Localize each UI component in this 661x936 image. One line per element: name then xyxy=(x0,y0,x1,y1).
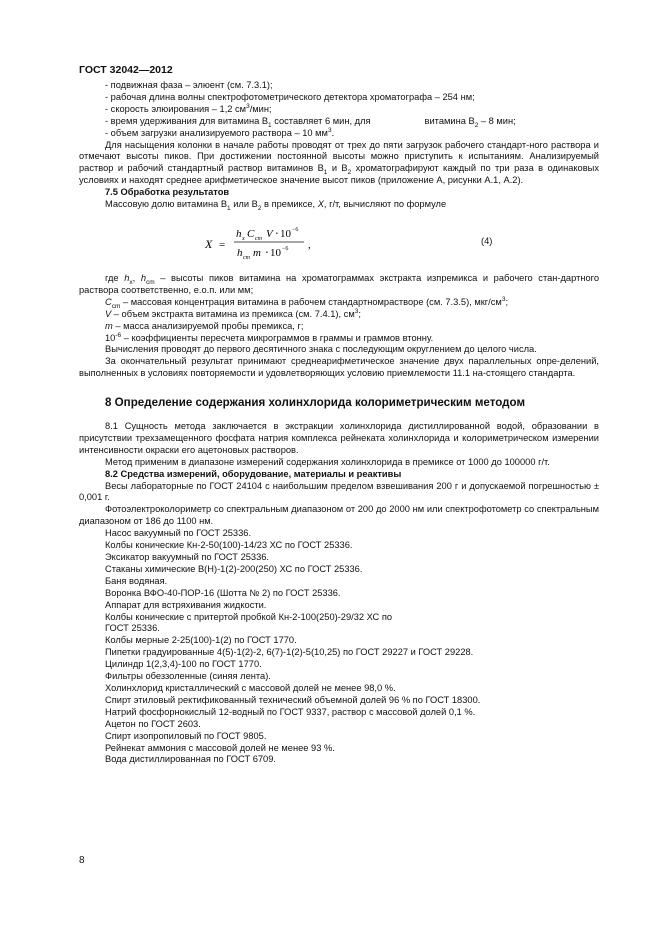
formula-den-h: h xyxy=(237,246,243,259)
formula-den-mult: ⋅ xyxy=(265,246,269,259)
section-7-5-heading: 7.5 Обработка результатов xyxy=(105,187,230,198)
list-item: Воронка ВФО-40-ПОР-16 (Шотта № 2) по ГОСТ 25336. xyxy=(105,587,341,598)
section-8-1-paragraph: 8.1 Сущность метода заключается в экстракции холинхлорида дистиллированной водой, образовании в присутствии трехзамещенного фосфата натрия комплекса рейнеката холинхлорида и колориметрическом измерении интенсивности окраски его ацетоновых растворов. xyxy=(79,421,599,455)
document-header: ГОСТ 32042—2012 xyxy=(79,64,173,76)
page-content xyxy=(79,80,599,766)
formula-num-h-sub: x xyxy=(242,235,245,242)
list-item: - объем загрузки анализируемого раствора – 10 $мм^3$. xyxy=(105,126,335,138)
list-item: Вода дистиллированная по ГОСТ 6709. xyxy=(105,754,276,765)
section-8-2-heading: 8.2 Средства измерений, оборудование, материалы и реактивы xyxy=(105,468,402,479)
list-item: Насос вакуумный по ГОСТ 25336. xyxy=(105,528,252,539)
equipment-paragraph: Фотоэлектроколориметр со спектральным диапазоном от 200 до 2000 нм или спектрофотометр со спектральным диапазоном от 186 до 1100 нм. xyxy=(79,504,599,527)
list-item: - скорость элюирования – 1,2 $см^3$/мин; xyxy=(105,102,272,114)
formula-num-v: V xyxy=(266,227,273,240)
calc-paragraph: Вычисления проводят до первого десятичного знака с последующим округлением до целого числа. xyxy=(105,344,537,355)
formula-den-m: m xyxy=(253,246,261,259)
formula-lhs: X xyxy=(205,236,213,251)
list-item: Эксикатор вакуумный по ГОСТ 25336. xyxy=(105,552,269,562)
list-item: Холинхлорид кристаллический с массовой долей не менее 98,0 %. xyxy=(105,682,396,693)
formula-num-h: h xyxy=(236,227,242,240)
formula-graphic xyxy=(203,221,353,265)
list-item: Колбы конические Кн-2-50(100)-14/23 ХС по ГОСТ 25336. xyxy=(105,540,353,551)
where-line: $10^{-6}$ – коэффициенты пересчета микрограммов в граммы и граммов втонну. xyxy=(105,331,434,343)
section-8-heading: 8 Определение содержания холинхлорида колориметрическим методом xyxy=(105,396,526,410)
formula-den-ten: 10 xyxy=(270,246,281,259)
list-item: Спирт этиловый ректификованный технический объемной долей 96 % по ГОСТ 18300. xyxy=(105,694,481,705)
formula-den-h-sub: cm xyxy=(243,254,250,261)
equipment-paragraph: Весы лабораторные по ГОСТ 24104 с наибольшим пределом взвешивания 200 г и допускаемой погрешностью ± 0,001 г. xyxy=(79,480,599,503)
formula-equals: = xyxy=(219,238,226,251)
saturation-paragraph: Для насыщения колонки в начале работы проводят от трех до пяти загрузок рабочего стандарт-ного раствора и отмечают высоты пиков. При достижении постоянной высоты можно приступить к испытаниям. Анализируемый раствор и рабочий стандартный раствор витаминов $B_1$ и $B_2$ хроматографируют каждый по три раза в одинаковых условиях и находят среднее арифметическое значение высот пиков (приложение А, рисунки А.1, А.2). xyxy=(79,139,599,186)
formula-comma: , xyxy=(308,238,311,251)
list-item: Ацетон по ГОСТ 2603. xyxy=(105,718,201,729)
list-item: - подвижная фаза – элюент (см. 7.3.1); xyxy=(105,80,273,90)
list-item: Натрий фосфорнокислый 12-водный по ГОСТ 9337, раствор с массовой долей 0,1 %. xyxy=(105,706,476,717)
formula-4 xyxy=(79,221,599,265)
formula-num-mult: ⋅ xyxy=(275,227,279,240)
section-7-5-intro: Массовую долю витамина $B_1$ или $B_2$ в премиксе, X, г/т, вычисляют по формуле xyxy=(105,199,447,212)
formula-den-exp: −6 xyxy=(282,245,289,252)
section-8-1-range: Метод применим в диапазоне измерений содержания холинхлорида в премиксе от 1000 до 100000 г/т. xyxy=(105,456,550,467)
formula-num-c-sub: cm xyxy=(255,235,262,242)
where-line: где $h_x$, $h_{cm}$ – высоты пиков витамина на хроматограммах экстракта изпремикса и рабочего стан-дартного раствора соответственно, е.о.п. или мм; xyxy=(79,272,599,295)
equipment-list xyxy=(79,528,599,766)
list-item: Пипетки градуированные 4(5)-1(2)-2, 6(7)-1(2)-5(10,25) по ГОСТ 29227 и ГОСТ 29228. xyxy=(105,647,474,658)
where-line: $C_{cm}$ – массовая концентрация витамина в рабочем стандартномрастворе (см. 7.3.5), мкг/$см^3$; xyxy=(105,295,509,310)
list-item: Спирт изопропиловый по ГОСТ 9805. xyxy=(105,730,267,741)
formula-num-c: C xyxy=(247,227,255,240)
list-item: Аппарат для встряхивания жидкости. xyxy=(105,599,267,610)
formula-number: (4) xyxy=(481,235,493,246)
formula-num-exp: −6 xyxy=(292,226,299,233)
list-item: Стаканы химические В(Н)-1(2)-200(250) ХС по ГОСТ 25336. xyxy=(105,563,363,574)
list-item: Рейнекат аммония с массовой долей не менее 93 %. xyxy=(105,742,335,753)
list-item: Фильтры обеззоленные (синяя лента). xyxy=(105,671,271,682)
where-line: V – объем экстракта витамина из премикса (см. 7.4.1), $см^3$; xyxy=(105,307,361,319)
list-item: Колбы мерные 2-25(100)-1(2) по ГОСТ 1770. xyxy=(105,635,297,646)
calc-paragraph: За окончательный результат принимают среднеарифметическое значение двух параллельных опре-делений, выполненных в условиях повторяемости и удовлетворяющих условию приемлемости 11.1 на-стоящего стандарта. xyxy=(79,356,599,379)
where-line: m – масса анализируемой пробы премикса, г; xyxy=(105,320,304,331)
list-item: ГОСТ 25336. xyxy=(105,623,160,634)
hplc-conditions-list xyxy=(79,80,599,140)
list-item: Баня водяная. xyxy=(105,575,168,586)
list-item: Колбы конические с притертой пробкой Кн-2-100(250)-29/32 ХС по xyxy=(105,611,393,622)
list-item: Цилиндр 1(2,3,4)-100 по ГОСТ 1770. xyxy=(105,659,262,670)
list-item: - время удерживания для витамина $B_1$ составляет 6 мин, для витамина $B_2 - 8$ мин; xyxy=(105,115,516,129)
list-item: - рабочая длина волны спектрофотометрического детектора хроматографа – 254 нм; xyxy=(105,91,475,102)
page-number: 8 xyxy=(79,855,85,866)
formula-num-ten: 10 xyxy=(280,227,291,240)
